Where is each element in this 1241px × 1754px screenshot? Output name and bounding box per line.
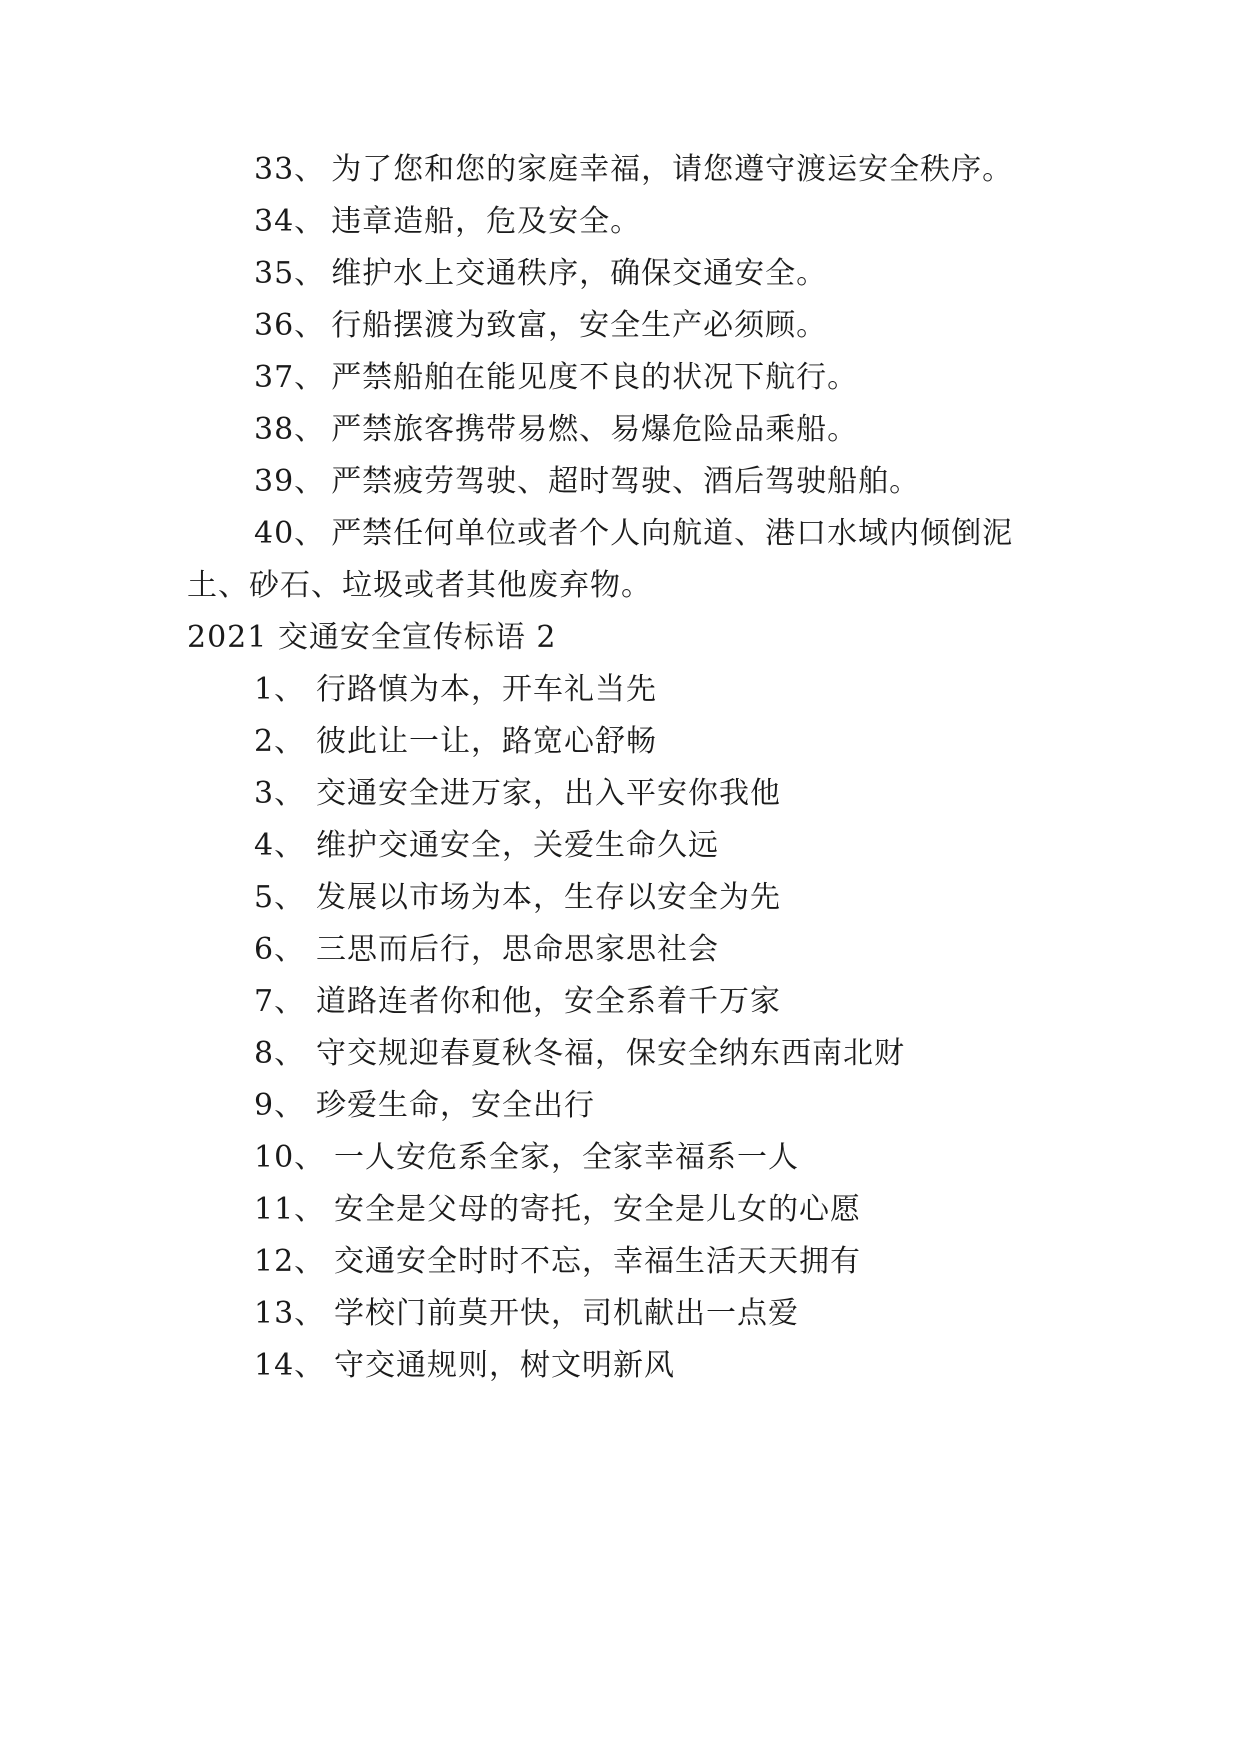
list-item bbox=[254, 722, 657, 762]
item-text: 守交通规则，树文明新风 bbox=[334, 1348, 675, 1383]
list-item bbox=[254, 462, 920, 502]
section-title-text: 2021 交通安全宣传标语 2 bbox=[187, 620, 557, 655]
item-text: 守交规迎春夏秋冬福，保安全纳东西南北财 bbox=[316, 1036, 905, 1071]
item-number: 10、 bbox=[254, 1140, 326, 1175]
list-item bbox=[254, 410, 858, 450]
item-number: 5、 bbox=[254, 880, 306, 915]
list-item bbox=[254, 982, 781, 1022]
list-item bbox=[254, 878, 781, 918]
item-number: 2、 bbox=[254, 724, 306, 759]
item-text: 安全是父母的寄托，安全是儿女的心愿 bbox=[334, 1192, 861, 1227]
list-item bbox=[254, 306, 827, 346]
item-number: 11、 bbox=[254, 1192, 326, 1227]
list-item bbox=[254, 826, 719, 866]
item-number: 35、 bbox=[254, 256, 326, 291]
list-item bbox=[254, 930, 719, 970]
item-text: 交通安全进万家，出入平安你我他 bbox=[316, 776, 781, 811]
item-number: 34、 bbox=[254, 204, 326, 239]
item-number: 6、 bbox=[254, 932, 306, 967]
item-number: 33、 bbox=[254, 152, 326, 187]
item-text: 严禁船舶在能见度不良的状况下航行。 bbox=[331, 360, 859, 395]
item-number: 37、 bbox=[254, 360, 326, 395]
item-text: 彼此让一让，路宽心舒畅 bbox=[316, 724, 657, 759]
list-item bbox=[254, 1190, 861, 1230]
item-text: 交通安全时时不忘，幸福生活天天拥有 bbox=[334, 1244, 861, 1279]
list-item bbox=[254, 670, 657, 710]
item-number: 38、 bbox=[254, 412, 326, 447]
item-text: 严禁任何单位或者个人向航道、港口水域内倾倒泥 bbox=[331, 516, 1014, 551]
item-continuation bbox=[187, 566, 652, 606]
list-item bbox=[254, 254, 827, 294]
item-text: 发展以市场为本，生存以安全为先 bbox=[316, 880, 781, 915]
item-number: 40、 bbox=[254, 516, 326, 551]
item-number: 7、 bbox=[254, 984, 306, 1019]
item-number: 13、 bbox=[254, 1296, 326, 1331]
list-item bbox=[254, 150, 1013, 190]
list-item bbox=[254, 1034, 905, 1074]
item-text: 三思而后行，思命思家思社会 bbox=[316, 932, 719, 967]
item-text: 维护水上交通秩序，确保交通安全。 bbox=[331, 256, 828, 291]
continuation-text: 土、砂石、垃圾或者其他废弃物。 bbox=[187, 568, 652, 603]
item-number: 8、 bbox=[254, 1036, 306, 1071]
item-number: 3、 bbox=[254, 776, 306, 811]
list-item bbox=[254, 1294, 799, 1334]
list-item bbox=[254, 774, 781, 814]
list-item bbox=[254, 202, 641, 242]
item-text: 维护交通安全，关爱生命久远 bbox=[316, 828, 719, 863]
item-text: 一人安危系全家，全家幸福系一人 bbox=[334, 1140, 799, 1175]
list-item bbox=[254, 1138, 799, 1178]
item-text: 行船摆渡为致富，安全生产必须顾。 bbox=[331, 308, 828, 343]
item-text: 严禁疲劳驾驶、超时驾驶、酒后驾驶船舶。 bbox=[331, 464, 921, 499]
list-item bbox=[254, 1242, 861, 1282]
item-text: 为了您和您的家庭幸福，请您遵守渡运安全秩序。 bbox=[331, 152, 1014, 187]
list-item bbox=[254, 1346, 675, 1386]
item-number: 39、 bbox=[254, 464, 326, 499]
list-item bbox=[254, 1086, 595, 1126]
section-title bbox=[187, 618, 557, 658]
item-text: 道路连者你和他，安全系着千万家 bbox=[316, 984, 781, 1019]
list-item bbox=[254, 358, 858, 398]
item-number: 36、 bbox=[254, 308, 326, 343]
item-number: 1、 bbox=[254, 672, 306, 707]
item-text: 珍爱生命，安全出行 bbox=[316, 1088, 595, 1123]
item-text: 学校门前莫开快，司机献出一点爱 bbox=[334, 1296, 799, 1331]
item-number: 12、 bbox=[254, 1244, 326, 1279]
item-text: 行路慎为本，开车礼当先 bbox=[316, 672, 657, 707]
item-text: 违章造船，危及安全。 bbox=[331, 204, 642, 239]
item-text: 严禁旅客携带易燃、易爆危险品乘船。 bbox=[331, 412, 859, 447]
item-number: 14、 bbox=[254, 1348, 326, 1383]
item-number: 4、 bbox=[254, 828, 306, 863]
list-item bbox=[254, 514, 1013, 554]
item-number: 9、 bbox=[254, 1088, 306, 1123]
